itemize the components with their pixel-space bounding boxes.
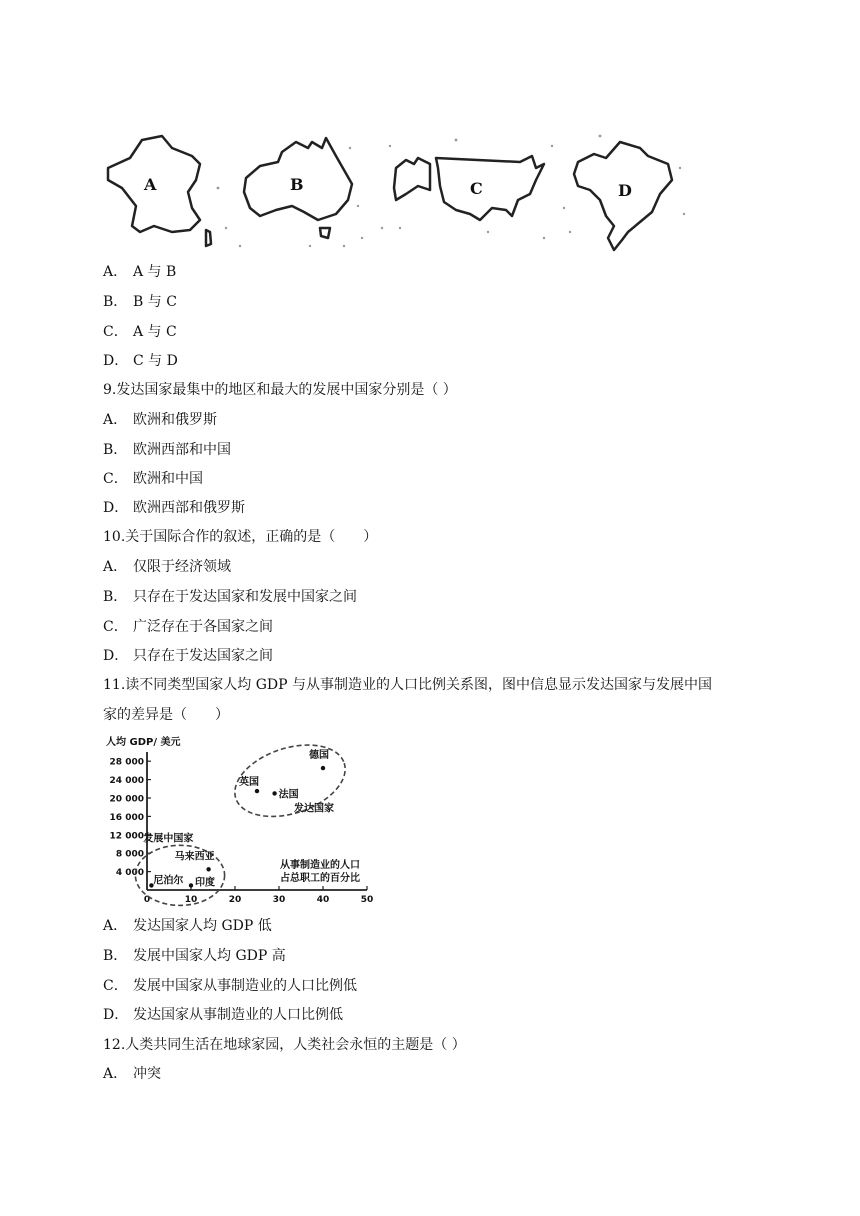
option-letter: A． <box>103 918 128 934</box>
option-letter: A． <box>103 412 128 428</box>
option-letter: D． <box>103 1007 129 1023</box>
data-point <box>189 883 193 887</box>
map-label-a: A <box>144 175 157 194</box>
q8-option-a[interactable] <box>103 262 176 282</box>
q9-stem: 9.发达国家最集中的地区和最大的发展中国家分别是（ ） <box>103 382 457 398</box>
q11-option-a[interactable] <box>103 916 272 936</box>
q8-option-d[interactable] <box>103 351 178 371</box>
y-tick-label: 24 000 <box>109 776 144 787</box>
map-tasmania <box>320 228 330 238</box>
option-letter: D． <box>103 648 129 664</box>
country-maps <box>100 128 700 258</box>
q10-option-c[interactable] <box>103 617 273 637</box>
map-corsica <box>206 230 211 246</box>
x-tick-label: 20 <box>228 895 242 905</box>
q11-option-b[interactable] <box>103 946 286 966</box>
option-letter: C． <box>103 471 128 487</box>
q12-stem: 12.人类共同生活在地球家园，人类社会永恒的主题是（ ） <box>103 1037 466 1053</box>
q11-stem-line1: 11.读不同类型国家人均 GDP 与从事制造业的人口比例关系图，图中信息显示发达国家与发展中国 <box>103 677 712 693</box>
y-axis-label: 人均 GDP/ 美元 <box>106 737 181 748</box>
option-letter: A． <box>103 559 128 575</box>
q8-option-b[interactable] <box>103 292 177 312</box>
map-alaska <box>394 158 430 200</box>
option-text: 欧洲和俄罗斯 <box>133 412 217 428</box>
q11-option-d[interactable] <box>103 1005 343 1025</box>
option-letter: A． <box>103 1066 128 1082</box>
map-label-d: D <box>618 181 632 200</box>
q11-option-c[interactable] <box>103 976 357 996</box>
map-label-c: C <box>470 179 483 198</box>
data-point <box>272 791 276 795</box>
map-label-b: B <box>290 175 304 194</box>
y-tick-label: 16 000 <box>109 812 144 823</box>
option-text: C 与 D <box>133 353 178 369</box>
country-outlines <box>100 128 700 258</box>
q10-option-d[interactable] <box>103 646 273 666</box>
option-text: A 与 B <box>133 264 177 280</box>
option-letter: D． <box>103 500 129 516</box>
y-tick-label: 4 000 <box>115 868 144 879</box>
x-tick-label: 0 <box>143 895 151 905</box>
gdp-manufacturing-chart <box>100 730 390 910</box>
q10-option-b[interactable] <box>103 587 357 607</box>
option-letter: C． <box>103 978 128 994</box>
scan-noise <box>217 135 686 248</box>
option-letter: D． <box>103 353 129 369</box>
developing-group-label: 发展中国家 <box>143 833 194 845</box>
map-usa <box>436 156 544 220</box>
option-letter: C． <box>103 619 128 635</box>
option-text: 欧洲和中国 <box>133 471 203 487</box>
x-tick-label: 30 <box>272 895 286 905</box>
x-tick-label: 40 <box>316 895 330 905</box>
q11-stem-line2: 家的差异是（ ） <box>103 707 229 723</box>
q10-option-a[interactable] <box>103 557 231 577</box>
x-ticks <box>144 886 373 905</box>
option-text: 广泛存在于各国家之间 <box>133 619 273 635</box>
point-label: 尼泊尔 <box>153 875 184 887</box>
q12-option-a[interactable] <box>103 1064 161 1084</box>
chart-svg <box>100 730 390 910</box>
x-tick-label: 50 <box>360 895 374 905</box>
x-axis-label-line1: 从事制造业的人口 <box>280 860 360 871</box>
q9-option-b[interactable] <box>103 440 231 460</box>
q8-option-c[interactable] <box>103 322 177 342</box>
option-text: 只存在于发达国家和发展中国家之间 <box>133 589 357 605</box>
option-letter: B． <box>103 294 128 310</box>
data-point <box>321 766 325 770</box>
q9-option-a[interactable] <box>103 410 217 430</box>
point-label: 马来西亚 <box>174 851 215 863</box>
option-letter: B． <box>103 589 128 605</box>
point-label: 法国 <box>278 789 299 801</box>
point-label: 英国 <box>239 777 259 789</box>
option-text: 仅限于经济领域 <box>133 559 231 575</box>
developed-group-label: 发达国家 <box>294 803 334 815</box>
option-text: 冲突 <box>133 1066 161 1082</box>
y-tick-label: 20 000 <box>109 794 144 805</box>
q9-option-d[interactable] <box>103 498 245 518</box>
point-label: 德国 <box>309 750 329 762</box>
q9-option-c[interactable] <box>103 469 203 489</box>
option-letter: B． <box>103 442 128 458</box>
data-point <box>206 867 210 871</box>
option-text: 发达国家从事制造业的人口比例低 <box>133 1007 343 1023</box>
option-text: 只存在于发达国家之间 <box>133 648 273 664</box>
option-letter: A． <box>103 264 128 280</box>
option-text: 发展中国家从事制造业的人口比例低 <box>133 978 357 994</box>
option-letter: B． <box>103 948 128 964</box>
option-text: 欧洲西部和中国 <box>133 442 231 458</box>
option-text: A 与 C <box>133 324 177 340</box>
x-tick-label: 10 <box>184 895 198 905</box>
y-tick-label: 12 000 <box>109 831 144 842</box>
data-point <box>255 789 259 793</box>
y-ticks <box>110 758 151 878</box>
y-tick-label: 8 000 <box>115 849 144 860</box>
option-letter: C． <box>103 324 128 340</box>
option-text: 发达国家人均 GDP 低 <box>133 918 272 934</box>
x-axis-label-line2: 占总职工的百分比 <box>280 873 360 884</box>
option-text: 发展中国家人均 GDP 高 <box>133 948 286 964</box>
point-label: 印度 <box>195 877 215 889</box>
option-text: B 与 C <box>133 294 177 310</box>
q10-stem: 10.关于国际合作的叙述，正确的是（ ） <box>103 529 378 545</box>
y-tick-label: 28 000 <box>109 757 144 768</box>
option-text: 欧洲西部和俄罗斯 <box>133 500 245 516</box>
